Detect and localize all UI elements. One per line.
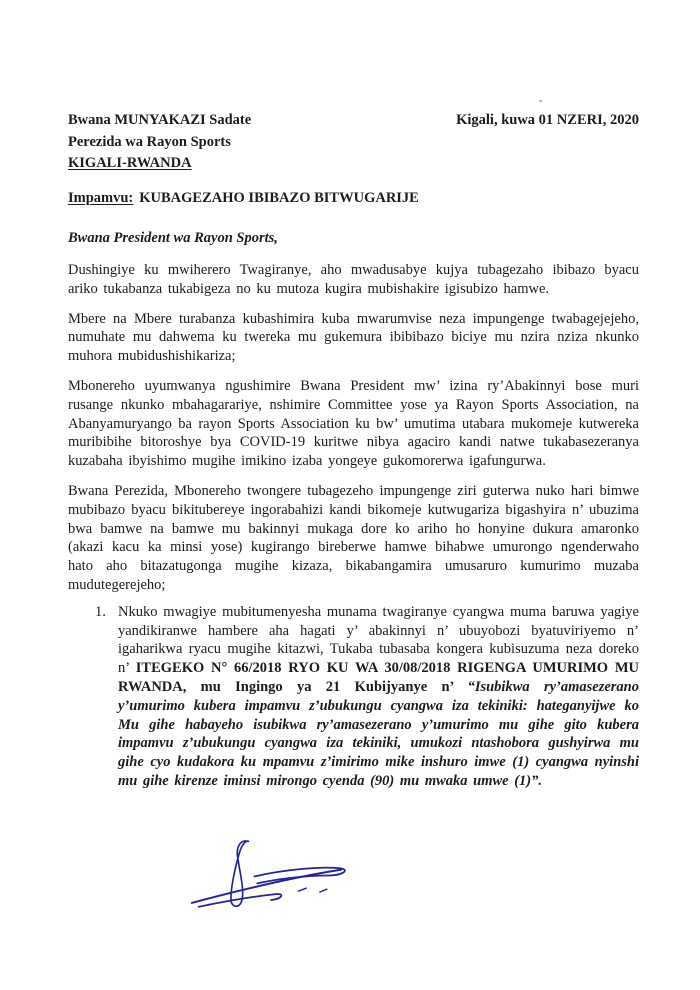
list-item-1: [68, 603, 639, 791]
letter-content: [68, 110, 639, 791]
list-item-number: 1.: [95, 603, 106, 620]
signature-top-flat-stroke: [254, 868, 345, 884]
subject-text: KUBAGEZAHO IBIBAZO BITWUGARIJE: [139, 189, 419, 206]
paragraph-3: Mbonereho uyumwanya ngushimire Bwana President mw’ izina ry’Abakinnyi bose muri rusange nkunko mbahagarariye, nshimire Committee yose ya Rayon Sports Association, na Abanyamuryango ba rayon Sports Association ku bw’ umutima utabara mukomeje kutwereka muribibihe bitoroshye bya COVID-19 kuritwe nibya agaciro kandi natwe tukabasezeranya kuzabaha ibyishimo mugihe imikino izaba yongeye gukomorerwa igafungurwa.: [68, 378, 639, 470]
scan-speck: [539, 100, 542, 102]
letter-header: [68, 110, 639, 175]
sender-name: Bwana MUNYAKAZI Sadate: [68, 112, 252, 128]
sender-title: Perezida wa Rayon Sports: [68, 133, 231, 150]
sender-city: KIGALI-RWANDA: [68, 155, 192, 171]
paragraph-4: Bwana Perezida, Mbonereho twongere tubagezeho impungenge ziri guterwa nuko hari bimwe mubibazo byacu bikitubereye ingorabahizi kandi bikomeje kutwugariza bigashyira n’ ubuzima bwa bamwe na bamwe mu bakinnyi mukaga dore ko ariho ho honyine dukura amaronko (akazi kacu ka minsi yose) kugirango bireberwe hamwe bihabwe umurongo ngenderwaho hato aho bitazatugonga mugihe kizaza, bikabangamira umusaruro kumurimo muzaba mudutegerejeho;: [68, 483, 639, 594]
list-item-law-reference: ITEGEKO N° 66/2018 RYO KU WA 30/08/2018 RIGENGA UMURIMO MU RWANDA, mu Ingingo ya 21 Kubijyanye n’: [118, 660, 639, 696]
subject-line: [68, 189, 639, 208]
list-item-law-quote: “Isubikwa ry’amasezerano y’umurimo kubera impamvu z’ubukungu cyangwa iza tekiniki: hateganyijwe ko Mu gihe habayeho isubikwa ry’amasezerano y’umurimo mu gihe gito kubera impamvu z’ubukungu cyangwa iza tekiniki, umukozi ntashobora gushyirwa mu gihe cyo kudakora ku mpamvu z’imirimo mike inshuro imwe (1) cyangwa nyinshi mu gihe kirenze iminsi mirongo cyenda (90) mu mwaka umwe (1)”.: [118, 679, 639, 790]
signature-loop-stroke: [231, 841, 249, 906]
list-item-lead: Nkuko mwagiye mubitumenyesha munama twagiranye cyangwa muma baruwa yagiye yandikiranwe hambere aha hagati y’ abakinnyi n’ ubuyobozi byatuviriyemo n’ igaharikwa ryacu mugihe kitazwi, Tukaba tubasaba kongera kubisuzuma neza doreko n’: [118, 603, 639, 677]
handwritten-signature: [182, 834, 358, 918]
subject-label: Impamvu:: [68, 189, 134, 206]
signature-dash-2: [320, 889, 327, 892]
paragraph-2: Mbere na Mbere turabanza kubashimira kuba mwarumvise neza impungenge twabagejejeho, numuhate mu dahwema ku twereka mu gukemura ibibibazo biciye mu nzira nziza nkunko muhora mubidushishikariza;: [68, 310, 639, 365]
salutation: Bwana President wa Rayon Sports,: [68, 230, 278, 247]
sender-block: [68, 110, 251, 175]
paragraph-1: Dushingiye ku mwiherero Twagiranye, aho mwadusabye kujya tubagezaho ibibazo byacu ariko tukabanza tukabigeza no ku mutoza kugira mubishakire igisubizo hamwe.: [68, 262, 639, 297]
list-item-text: [118, 603, 639, 791]
letter-date: Kigali, kuwa 01 NZERI, 2020: [456, 112, 639, 128]
signature-dash-1: [298, 888, 306, 891]
